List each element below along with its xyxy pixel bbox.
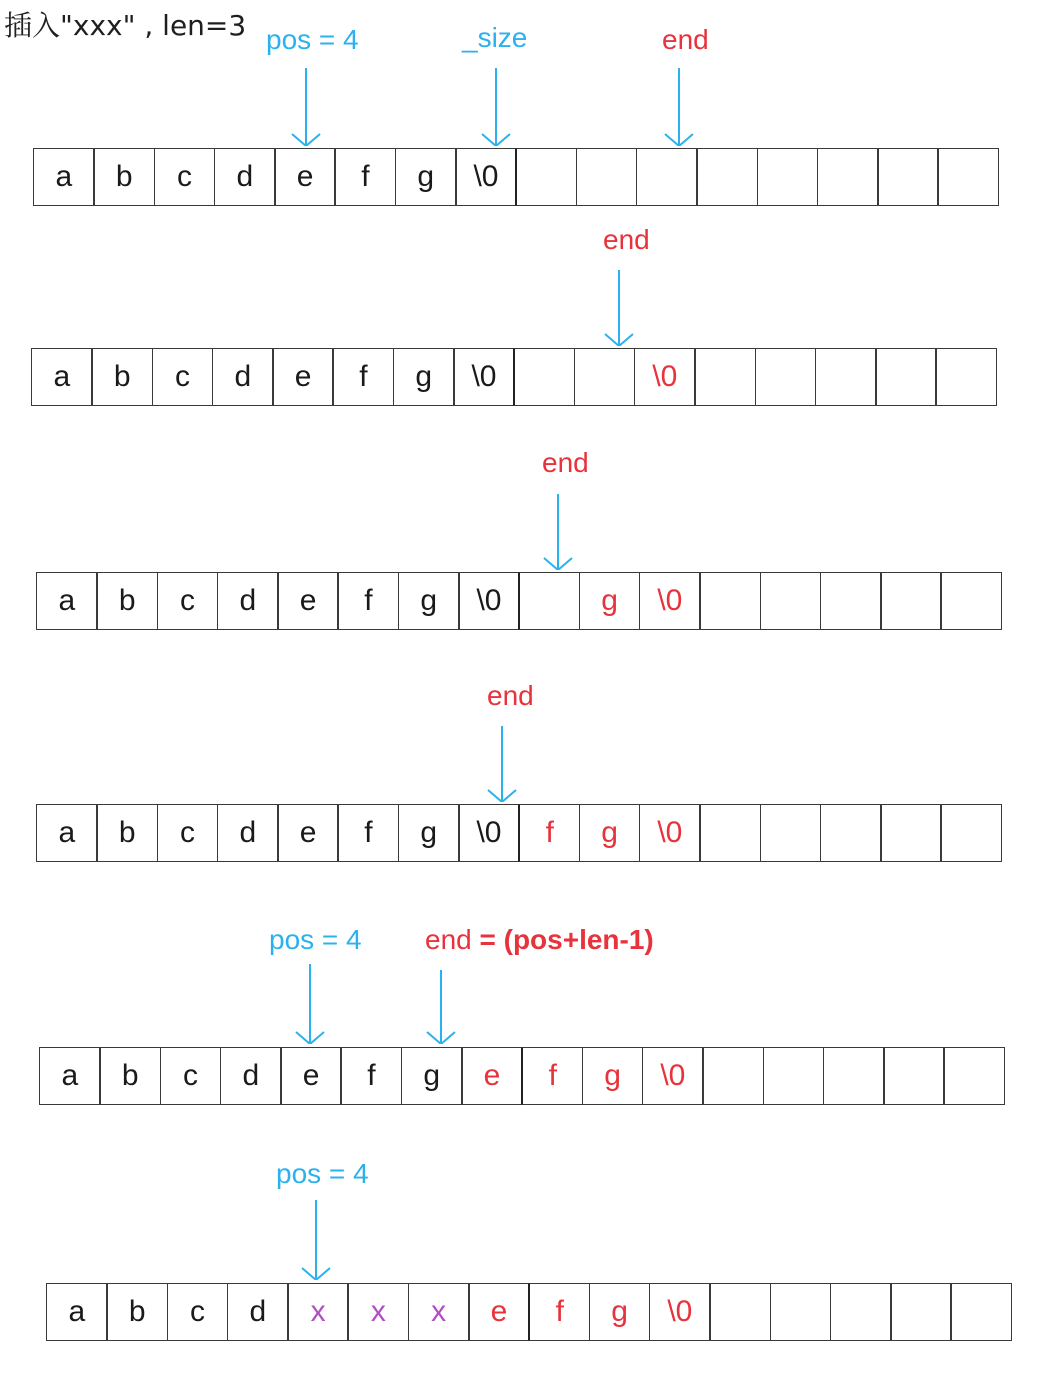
array-cell: b bbox=[91, 348, 153, 406]
array-cell: g bbox=[393, 348, 455, 406]
down-arrow-icon bbox=[291, 68, 321, 146]
array-cell: x bbox=[287, 1283, 349, 1341]
pos-label bbox=[276, 1158, 369, 1190]
array-cell: a bbox=[39, 1047, 101, 1105]
down-arrow-icon bbox=[481, 68, 511, 146]
array-cell: \0 bbox=[639, 572, 701, 630]
array-cell bbox=[883, 1047, 945, 1105]
array-cell: \0 bbox=[642, 1047, 704, 1105]
array-cell: d bbox=[220, 1047, 282, 1105]
array-cell: b bbox=[99, 1047, 161, 1105]
array-row bbox=[33, 148, 998, 206]
array-cell: a bbox=[31, 348, 93, 406]
size-label bbox=[462, 22, 527, 54]
array-cell: f bbox=[521, 1047, 583, 1105]
array-cell: d bbox=[212, 348, 274, 406]
array-cell: e bbox=[468, 1283, 530, 1341]
array-cell bbox=[937, 148, 999, 206]
array-cell: g bbox=[589, 1283, 651, 1341]
array-cell bbox=[940, 572, 1002, 630]
end-label bbox=[542, 447, 589, 479]
array-cell bbox=[513, 348, 575, 406]
pointer-name: end bbox=[425, 924, 472, 955]
down-arrow-icon bbox=[426, 970, 456, 1044]
down-arrow-icon bbox=[301, 1200, 331, 1280]
array-cell: g bbox=[398, 572, 460, 630]
array-cell: \0 bbox=[649, 1283, 711, 1341]
array-row bbox=[39, 1047, 1004, 1105]
array-cell: a bbox=[46, 1283, 108, 1341]
array-cell bbox=[515, 148, 577, 206]
array-cell: d bbox=[217, 804, 279, 862]
array-cell: e bbox=[277, 572, 339, 630]
end-label bbox=[603, 224, 650, 256]
array-cell bbox=[696, 148, 758, 206]
pointer-name: _size bbox=[462, 22, 528, 53]
array-cell: c bbox=[160, 1047, 222, 1105]
array-cell: c bbox=[157, 572, 219, 630]
down-arrow-icon bbox=[487, 726, 517, 802]
array-cell: \0 bbox=[458, 804, 520, 862]
array-cell bbox=[760, 804, 822, 862]
end-label bbox=[425, 924, 654, 956]
array-cell: e bbox=[272, 348, 334, 406]
array-cell: c bbox=[167, 1283, 229, 1341]
array-cell bbox=[950, 1283, 1012, 1341]
array-cell: c bbox=[154, 148, 216, 206]
array-cell bbox=[943, 1047, 1005, 1105]
pos-label bbox=[266, 24, 359, 56]
array-cell bbox=[755, 348, 817, 406]
array-cell: d bbox=[217, 572, 279, 630]
array-cell: g bbox=[395, 148, 457, 206]
array-cell: g bbox=[401, 1047, 463, 1105]
array-cell bbox=[935, 348, 997, 406]
array-cell bbox=[760, 572, 822, 630]
array-cell: a bbox=[33, 148, 95, 206]
array-cell bbox=[770, 1283, 832, 1341]
array-cell: f bbox=[337, 572, 399, 630]
array-cell bbox=[830, 1283, 892, 1341]
array-cell: b bbox=[93, 148, 155, 206]
array-cell: a bbox=[36, 572, 98, 630]
pointer-name: end bbox=[603, 224, 650, 255]
array-cell: f bbox=[528, 1283, 590, 1341]
array-cell bbox=[518, 572, 580, 630]
array-cell: g bbox=[582, 1047, 644, 1105]
array-cell bbox=[880, 572, 942, 630]
array-cell bbox=[636, 148, 698, 206]
array-cell: e bbox=[277, 804, 339, 862]
array-cell bbox=[880, 804, 942, 862]
pointer-name: end bbox=[662, 24, 709, 55]
array-cell: \0 bbox=[458, 572, 520, 630]
array-cell: f bbox=[337, 804, 399, 862]
array-cell: b bbox=[96, 572, 158, 630]
array-cell: d bbox=[227, 1283, 289, 1341]
down-arrow-icon bbox=[664, 68, 694, 146]
pointer-name: pos = 4 bbox=[276, 1158, 369, 1189]
array-cell bbox=[763, 1047, 825, 1105]
array-cell: g bbox=[398, 804, 460, 862]
array-cell bbox=[757, 148, 819, 206]
array-row bbox=[36, 804, 1001, 862]
array-cell bbox=[702, 1047, 764, 1105]
end-formula: = (pos+len-1) bbox=[471, 924, 654, 955]
array-cell: a bbox=[36, 804, 98, 862]
array-cell: x bbox=[408, 1283, 470, 1341]
array-cell: e bbox=[274, 148, 336, 206]
array-cell bbox=[574, 348, 636, 406]
array-row bbox=[36, 572, 1001, 630]
array-cell: f bbox=[518, 804, 580, 862]
array-cell: \0 bbox=[455, 148, 517, 206]
diagram-title: 插入"xxx" , len=3 bbox=[4, 9, 247, 42]
array-cell: \0 bbox=[453, 348, 515, 406]
array-cell bbox=[820, 804, 882, 862]
array-row bbox=[46, 1283, 1011, 1341]
array-cell: g bbox=[579, 572, 641, 630]
array-cell bbox=[709, 1283, 771, 1341]
array-cell: b bbox=[96, 804, 158, 862]
pointer-name: end bbox=[487, 680, 534, 711]
down-arrow-icon bbox=[604, 270, 634, 346]
array-row bbox=[31, 348, 996, 406]
array-cell bbox=[694, 348, 756, 406]
array-cell: f bbox=[332, 348, 394, 406]
array-cell bbox=[890, 1283, 952, 1341]
array-cell bbox=[875, 348, 937, 406]
array-cell: e bbox=[280, 1047, 342, 1105]
pointer-name: end bbox=[542, 447, 589, 478]
down-arrow-icon bbox=[295, 964, 325, 1044]
array-cell: f bbox=[334, 148, 396, 206]
array-cell: f bbox=[340, 1047, 402, 1105]
pointer-name: pos = 4 bbox=[269, 924, 362, 955]
array-cell: g bbox=[579, 804, 641, 862]
array-cell: x bbox=[347, 1283, 409, 1341]
end-label bbox=[487, 680, 534, 712]
array-cell bbox=[817, 148, 879, 206]
array-cell: c bbox=[152, 348, 214, 406]
down-arrow-icon bbox=[543, 494, 573, 570]
pos-label bbox=[269, 924, 362, 956]
array-cell bbox=[815, 348, 877, 406]
end-label bbox=[662, 24, 709, 56]
array-cell bbox=[877, 148, 939, 206]
pointer-name: pos = 4 bbox=[266, 24, 359, 55]
array-cell bbox=[823, 1047, 885, 1105]
array-cell: c bbox=[157, 804, 219, 862]
array-cell bbox=[820, 572, 882, 630]
array-cell: e bbox=[461, 1047, 523, 1105]
array-cell bbox=[699, 572, 761, 630]
array-cell: d bbox=[214, 148, 276, 206]
array-cell bbox=[576, 148, 638, 206]
array-cell: \0 bbox=[634, 348, 696, 406]
array-cell bbox=[699, 804, 761, 862]
array-cell: b bbox=[106, 1283, 168, 1341]
array-cell bbox=[940, 804, 1002, 862]
array-cell: \0 bbox=[639, 804, 701, 862]
